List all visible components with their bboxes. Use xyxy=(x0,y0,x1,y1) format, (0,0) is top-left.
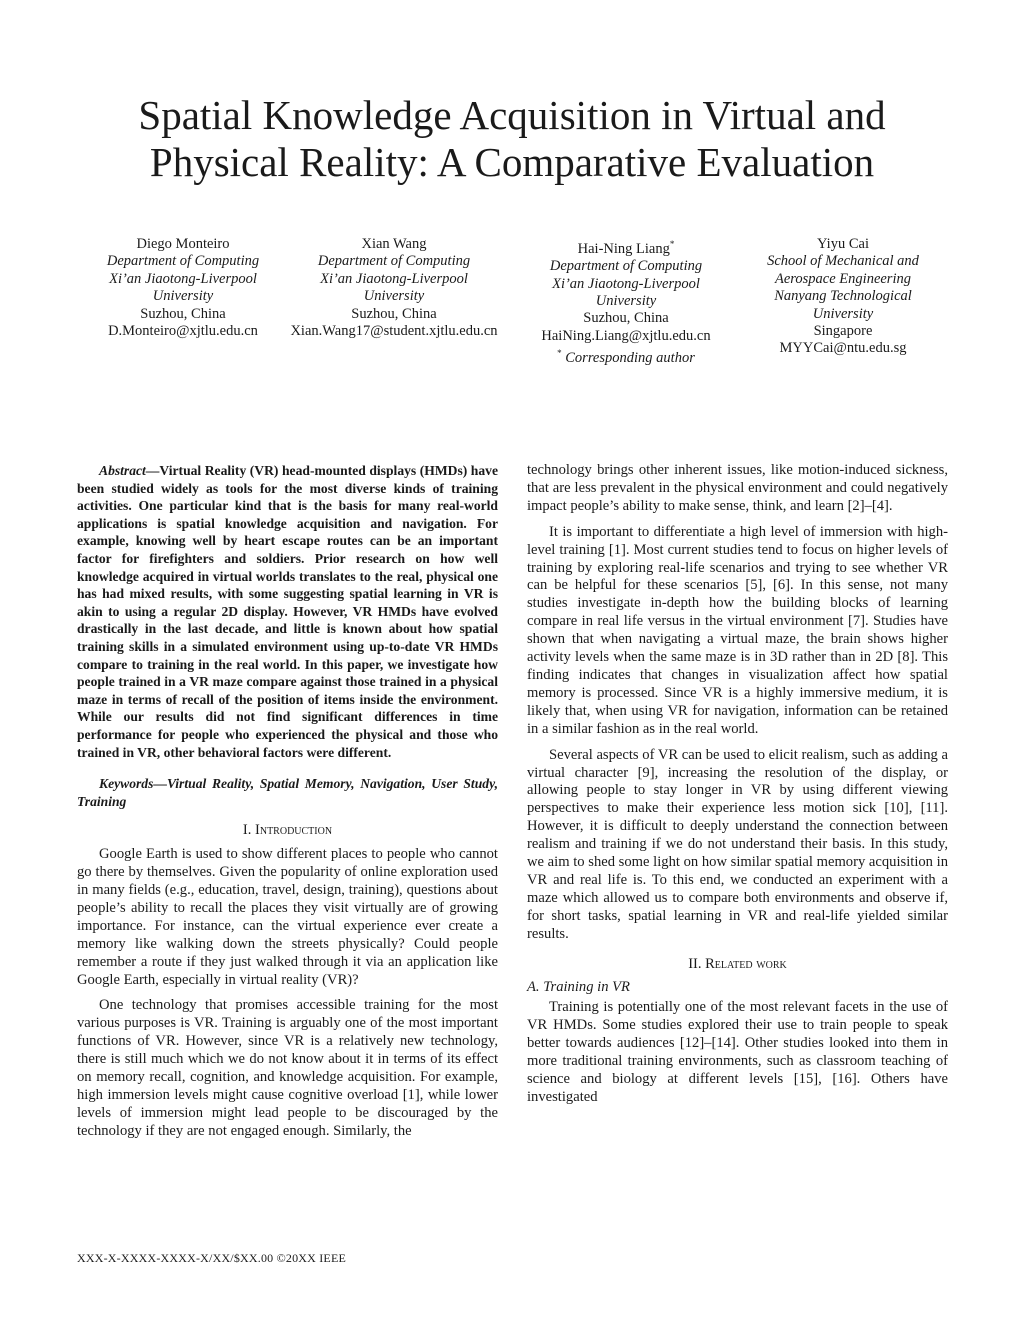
keywords xyxy=(77,775,498,810)
intro-paragraph-2: One technology that promises accessible training for the most various purposes is VR. Training is arguably one of the most important functions of VR. However, since VR is a relatively new technology, there is still much which we do not know about it in terms of its effect on memory recall, cognition, and knowledge acquisition. For example, high immersion levels might cause cognitive overload [1], while lower levels of immersion might lead people to be discouraged by the technology if they are not engaged enough. Similarly, the xyxy=(77,997,498,1139)
author-city: Singapore xyxy=(813,323,873,340)
author-institution: Xi’an Jiaotong-Liverpool xyxy=(320,270,468,287)
author-block xyxy=(80,236,944,366)
abstract-lead: Abstract— xyxy=(99,463,160,478)
copyright-footer: XXX-X-XXXX-XXXX-X/XX/$XX.00 ©20XX IEEE xyxy=(77,1251,347,1265)
author-institution: University xyxy=(595,293,657,310)
paper-title-line-2: Physical Reality: A Comparative Evaluation xyxy=(149,139,875,185)
intro-paragraph-1: Google Earth is used to show different places to people who cannot go there by themselves. Given the popularity of online exploration used in many fields (e.g., education, travel, design, training), questions about people’s ability to recall the places they visit virtually are of growing importance. For instance, can the virtual experience ever create a memory like walking down the streets physically? Could people remember a route if they just walked through it via an application like Google Earth, especially in virtual reality (VR)? xyxy=(77,846,498,988)
author-2 xyxy=(276,236,512,340)
author-institution: University xyxy=(812,305,874,322)
author-name: Xian Wang xyxy=(361,236,427,252)
paper-title-line-1: Spatial Knowledge Acquisition in Virtual and xyxy=(138,92,886,138)
author-institution: Aerospace Engineering xyxy=(775,270,911,287)
paper-title xyxy=(80,92,944,186)
author-name-line xyxy=(511,236,741,258)
author-dept: Department of Computing xyxy=(317,253,471,270)
author-email: MYYCai@ntu.edu.sg xyxy=(779,340,907,357)
section-heading-related-work: II. Related work xyxy=(688,955,787,972)
keywords-lead: Keywords— xyxy=(99,776,167,792)
author-institution: University xyxy=(152,288,214,305)
abstract xyxy=(77,462,498,761)
abstract-text: Virtual Reality (VR) head-mounted displays (HMDs) have been studied widely as tools for the most diverse kinds of training activities. One particular kind that is the basis for many real-world applications is spatial knowledge acquisition and navigation. For example, knowing well by heart escape routes can be an important factor for firefighters and soldiers. Prior research on how well knowledge acquired in virtual worlds translates to the real, physical one has had mixed results, with some suggesting spatial learning in VR is akin to using a regular 2D display. However, VR HMDs have evolved drastically in the last decade, and little is known about how spatial training skills in a simulated environment using up-to-date VR HMDs compare to training in the real world. In this paper, we investigate how people trained in a VR maze compare against those trained in a physical maze in terms of recall of the position of items inside the environment. While our results did not find significant differences in time performance for people who experienced the physical and those who trained in VR, other behavioral factors were different. xyxy=(77,463,498,760)
body-paragraph: It is important to differentiate a high level of immersion with high-level training [1]. Most current studies tend to focus on higher levels of training by exploring real-life scenarios and trying to see whether VR can be helpful for these scenarios [5], [6]. In this sense, not many studies investigate in-depth how the building blocks of learning compare in real life versus in the virtual environment [7]. Studies have shown that when navigating a virtual maze, the brain shows higher activity levels when the same maze is in 3D rather than in 2D [8]. This finding indicates that changes in visualization affect how spatial memory is processed. Since VR is a highly immersive medium, it is likely that, when using VR for navigation, information can be retained in a similar fashion as in the real world. xyxy=(527,523,948,737)
author-name: Hai-Ning Liang xyxy=(577,240,670,257)
author-4 xyxy=(728,236,958,358)
author-institution: Xi’an Jiaotong-Liverpool xyxy=(552,275,700,292)
author-institution: Nanyang Technological xyxy=(774,288,912,305)
author-institution: University xyxy=(363,288,425,305)
related-paragraph: Training is potentially one of the most relevant facets in the use of VR HMDs. Some studies explored their use to train people to speak better towards audiences [12]–[14]. Other studies looked into them in more traditional training environments, such as classroom teaching of science and biology at different levels [15], [16]. Others have investigated xyxy=(527,999,948,1105)
author-city: Suzhou, China xyxy=(140,305,226,322)
corresponding-note: * Corresponding author xyxy=(557,348,695,367)
section-heading-introduction: I. Introduction xyxy=(242,822,333,839)
author-city: Suzhou, China xyxy=(583,310,669,327)
body-paragraph-continued: technology brings other inherent issues, like motion-induced sickness, that are less prevalent in the physical environment and could negatively impact people’s ability to make sense, think, and learn [2]–[4]. xyxy=(527,462,948,514)
author-city: Suzhou, China xyxy=(351,305,437,322)
keywords-text: Virtual Reality, Spatial Memory, Navigation, User Study, Training xyxy=(77,776,498,809)
author-email: Xian.Wang17@student.xjtlu.edu.cn xyxy=(290,323,498,340)
author-3 xyxy=(511,236,741,368)
author-name: Yiyu Cai xyxy=(817,236,869,252)
author-email: D.Monteiro@xjtlu.edu.cn xyxy=(108,323,258,340)
corresponding-mark: * xyxy=(669,239,675,249)
author-1 xyxy=(68,236,298,340)
author-dept: Department of Computing xyxy=(106,253,260,270)
author-dept: Department of Computing xyxy=(549,258,703,275)
author-email: HaiNing.Liang@xjtlu.edu.cn xyxy=(541,327,711,344)
author-name: Diego Monteiro xyxy=(136,236,230,252)
author-institution: Xi’an Jiaotong-Liverpool xyxy=(109,270,257,287)
subsection-heading-training-in-vr: A. Training in VR xyxy=(527,979,630,996)
body-paragraph: Several aspects of VR can be used to elicit realism, such as adding a virtual character [9], increasing the resolution of the display, or allowing people to stay longer in VR by using different viewing perspectives to make their experience less motion sick [10], [11]. However, it is difficult to deeply understand the connection between realism and training if we do not understand their basis. In this study, we aim to shed some light on how similar spatial memory acquisition in VR and real life is. To this end, we conducted an experiment with a maze which allowed us to compare both environments and observe if, for short tasks, spatial learning in VR and real-life yielded similar results. xyxy=(527,746,948,942)
author-dept: School of Mechanical and xyxy=(767,253,919,270)
left-column xyxy=(77,462,498,1141)
right-column xyxy=(527,462,948,1107)
